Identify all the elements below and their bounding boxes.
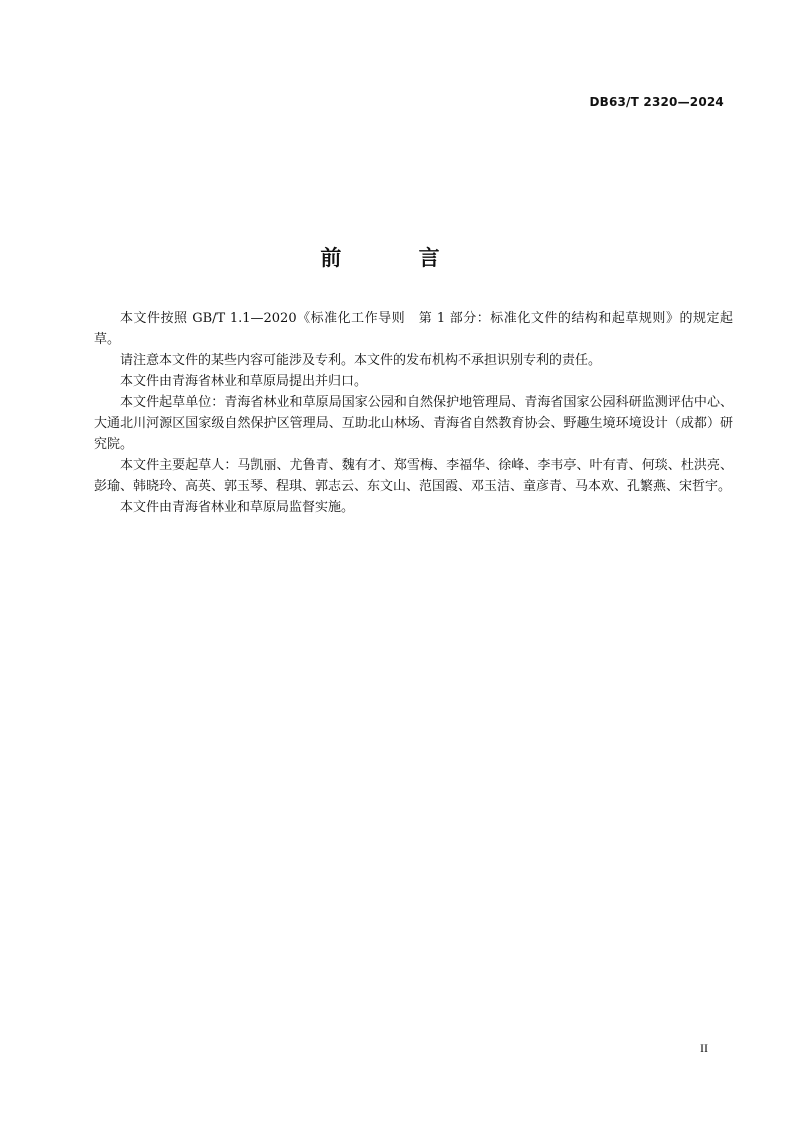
page-number: II [700, 1041, 708, 1055]
preface-body [94, 308, 733, 518]
paragraph-proposer: 本文件由青海省林业和草原局提出并归口。 [120, 374, 368, 389]
paragraph-drafters: 本文件主要起草人：马凯丽、尤鲁青、魏有才、郑雪梅、李福华、徐峰、李韦亭、叶有青、何琰、杜洪亮、彭瑜、韩晓玲、高英、郭玉琴、程琪、郭志云、东文山、范国霞、邓玉洁、童彦青、马本欢、孔繁燕、宋哲宇。 [94, 458, 733, 494]
paragraph-drafting-rules: 本文件按照 GB/T 1.1—2020《标准化工作导则 第 1 部分：标准化文件的结构和起草规则》的规定起草。 [94, 311, 733, 347]
standard-code: DB63/T 2320—2024 [589, 95, 724, 109]
paragraph-patent-notice: 请注意本文件的某些内容可能涉及专利。本文件的发布机构不承担识别专利的责任。 [120, 353, 602, 368]
paragraph-drafting-units: 本文件起草单位：青海省林业和草原局国家公园和自然保护地管理局、青海省国家公园科研监测评估中心、大通北川河源区国家级自然保护区管理局、互助北山林场、青海省自然教育协会、野趣生境环境设计（成都）研究院。 [94, 395, 733, 452]
page-title: 前 言 [320, 246, 475, 270]
paragraph-supervisor: 本文件由青海省林业和草原局监督实施。 [120, 500, 355, 515]
